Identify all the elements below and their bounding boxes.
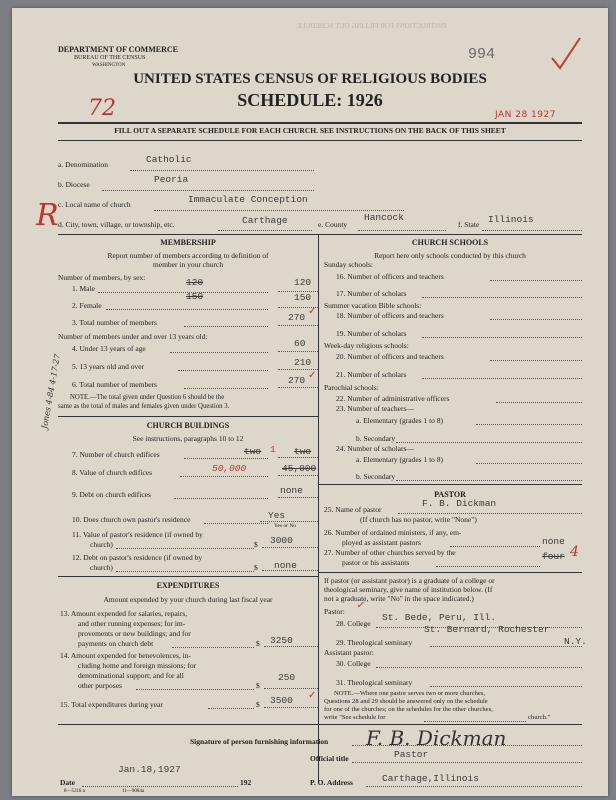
q27-value[interactable]: 4	[570, 544, 579, 560]
q31-label: 31. Theological seminary	[336, 678, 413, 687]
q14-label: other purposes	[78, 681, 122, 690]
membership-sub: Report number of members according to definition of	[107, 251, 269, 260]
form-number: 8—5318 a	[64, 789, 85, 794]
female-old-value: 150	[186, 291, 204, 302]
diocese-label: b. Diocese	[58, 180, 90, 189]
q27-label-2: pastor or his assistants	[342, 558, 410, 567]
instruction-line: FILL OUT A SEPARATE SCHEDULE FOR EACH CHURCH. SEE INSTRUCTIONS ON THE BACK OF THIS SHEET	[114, 126, 506, 135]
q30-label: 30. College	[336, 659, 371, 668]
q13-value[interactable]: 3250	[270, 635, 293, 646]
field-line	[424, 721, 526, 722]
q14-label: denominational support; and for all	[78, 671, 184, 680]
city-label: WASHINGTON	[92, 63, 126, 68]
residence-value[interactable]: 3000	[270, 535, 293, 546]
rule	[58, 724, 582, 725]
total-members-value[interactable]: 270	[288, 312, 306, 323]
city-field-label: d. City, town, village, or township, etc.	[58, 220, 175, 229]
male-label: 1. Male	[72, 284, 95, 293]
field-line	[184, 326, 268, 327]
field-line	[278, 497, 318, 498]
schools-title: CHURCH SCHOOLS	[411, 238, 489, 247]
q20-label: 20. Number of officers and teachers	[336, 352, 444, 361]
field-line	[396, 442, 582, 443]
field-line	[154, 210, 404, 211]
field-line	[430, 686, 582, 687]
rule	[318, 572, 582, 573]
q23a-label: a. Elementary (grades 1 to 8)	[356, 416, 444, 425]
pastor-residence-label: 10. Does church own pastor's residence	[72, 515, 191, 524]
field-line	[218, 230, 312, 231]
under13-label: 4. Under 13 years of age	[72, 344, 146, 353]
edifices-label: 7. Number of church edifices	[72, 450, 160, 459]
schedule-title: SCHEDULE: 1926	[237, 90, 383, 110]
year-label: 192	[240, 778, 252, 787]
rule	[58, 416, 318, 417]
field-line	[174, 498, 268, 499]
pastor-title: PASTOR	[434, 490, 466, 499]
grad-note: not a graduate, write "No" in the space indicated.)	[324, 594, 474, 603]
dept-label: DEPARTMENT OF COMMERCE	[58, 45, 179, 54]
field-line	[366, 786, 582, 787]
age-label: Number of members under and over 13 years old:	[58, 332, 208, 341]
field-line	[172, 647, 254, 648]
field-line	[264, 688, 318, 689]
official-title-label: Official title	[310, 754, 349, 763]
church-name-label: c. Local name of church	[58, 200, 131, 209]
denomination-label: a. Denomination	[58, 160, 108, 169]
pastor-note: for one of the churches; on the schedules for the other churches,	[324, 706, 493, 713]
rule	[58, 122, 582, 124]
q19-label: 19. Number of scholars	[336, 329, 407, 338]
field-line	[136, 689, 254, 690]
q23b-label: b. Secondary	[356, 434, 396, 443]
q16-label: 16. Number of officers and teachers	[336, 272, 444, 281]
received-stamp: JAN 28 1927	[495, 110, 556, 120]
q23-label: 23. Number of teachers—	[336, 404, 414, 413]
residence-debt-label-2: church)	[90, 563, 113, 572]
pastor-note: Questions 28 and 29 should be answered only on the schedule	[324, 698, 488, 705]
expenditures-sub: Amount expended by your church during last fiscal year	[103, 595, 273, 604]
female-value[interactable]: 150	[294, 292, 312, 303]
q13-label: payments on church debt	[78, 639, 154, 648]
address-value[interactable]: Carthage,Illinois	[382, 773, 479, 784]
grad-note: theological seminary, give name of institution below. (If	[324, 585, 493, 594]
q26-label-2: ployed as assistant pastors	[342, 538, 421, 547]
field-line	[376, 667, 582, 668]
field-line	[264, 707, 318, 708]
pastor-note: NOTE.—Where one pastor serves two or more churches,	[334, 690, 486, 697]
college-value[interactable]: St. Bede, Peru, Ill.	[382, 612, 497, 623]
field-line	[180, 476, 268, 477]
q28-label: 28. College	[336, 619, 371, 628]
q13-label: and other running expenses; for im-	[78, 619, 186, 628]
q24a-label: a. Elementary (grades 1 to 8)	[356, 455, 444, 464]
debt-edifices-value[interactable]: none	[280, 485, 303, 496]
check-mark-icon: ✓	[356, 600, 365, 611]
seminary-value[interactable]: St. Bernard, Rochester	[424, 624, 550, 635]
check-mark-icon: ✓	[308, 370, 317, 381]
date-label: Date	[60, 778, 75, 787]
q14-label: 14. Amount expended for benevolences, in-	[60, 651, 192, 660]
margin-annotation: Jones 4-84 4-17-27	[40, 353, 63, 430]
form-number-2: 11—9084a	[122, 789, 145, 794]
grad-note: If pastor (or assistant pastor) is a graduate of a college or	[324, 576, 495, 585]
edifice-value[interactable]: 50,000	[212, 463, 247, 474]
field-line	[170, 352, 268, 353]
membership-sub: member in your church	[152, 260, 224, 269]
q26-label: 26. Number of ordained ministers, if any, em-	[324, 528, 462, 537]
county-label: e. County	[318, 220, 348, 229]
state-label: f. State	[458, 220, 480, 229]
field-line	[260, 521, 318, 522]
q15-label: 15. Total expenditures during year	[60, 700, 163, 709]
male-old-value: 120	[186, 277, 204, 288]
field-line	[430, 646, 582, 647]
membership-title: MEMBERSHIP	[160, 238, 216, 247]
schedule-number: 994	[468, 46, 496, 63]
pastor-note: church."	[528, 714, 551, 721]
dollar-sign: $	[254, 563, 258, 572]
buildings-sub: See instructions, paragraphs 10 to 12	[132, 434, 244, 443]
summer-label: Summer vacation Bible schools:	[324, 301, 422, 310]
q27-label: 27. Number of other churches served by the	[324, 548, 456, 557]
by-sex-label: Number of members, by sex:	[58, 273, 146, 282]
residence-value-label-2: church)	[90, 540, 113, 549]
total-members-label: 3. Total number of members	[72, 318, 157, 327]
q26-value[interactable]: none	[542, 536, 565, 547]
field-line	[396, 480, 582, 481]
field-line	[422, 337, 582, 338]
rule	[318, 484, 582, 485]
field-line	[490, 360, 582, 361]
date-value[interactable]: Jan.18,1927	[118, 764, 181, 775]
field-line	[278, 351, 318, 352]
check-mark-icon	[548, 34, 584, 74]
q17-label: 17. Number of scholars	[336, 289, 407, 298]
parochial-label: Parochial schools:	[324, 383, 379, 392]
field-line	[102, 190, 314, 191]
schools-sub: Report here only schools conducted by this church	[374, 251, 526, 260]
field-line	[278, 325, 318, 326]
q27-old-value: four	[542, 551, 565, 562]
pastor-residence-value[interactable]: Yes	[268, 510, 286, 521]
membership-note: same as the total of males and females given under Question 3.	[58, 403, 230, 410]
city-value[interactable]: Carthage	[242, 215, 288, 226]
bleed-through-text: INSTRUCTIONS FOR FILLING OUT SCHEDULE	[297, 22, 447, 30]
seminary-value-2[interactable]: N.Y.	[564, 636, 587, 647]
state-value[interactable]: Illinois	[488, 214, 534, 225]
field-line	[208, 708, 254, 709]
q25-label: 25. Name of pastor	[324, 505, 382, 514]
debt-edifices-label: 9. Debt on church edifices	[72, 490, 151, 499]
field-line	[476, 424, 582, 425]
field-line	[204, 523, 268, 524]
edifice-old-value: 45,000	[282, 463, 317, 474]
edifices-alt-value: two	[294, 446, 312, 457]
residence-debt-label: 12. Debt on pastor's residence (if owned by	[72, 553, 203, 562]
dollar-sign: $	[256, 681, 260, 690]
edifice-value-label: 8. Value of church edifices	[72, 468, 153, 477]
dollar-sign: $	[254, 540, 258, 549]
edifices-value[interactable]: 1	[270, 444, 276, 455]
q14-label: cluding home and foreign missions; for	[78, 661, 197, 670]
field-line	[422, 378, 582, 379]
field-line	[184, 388, 268, 389]
yes-no-hint: Yes or No	[274, 523, 297, 529]
field-line	[490, 280, 582, 281]
rule	[58, 140, 582, 141]
buildings-title: CHURCH BUILDINGS	[146, 421, 230, 430]
pastor-note: write "See schedule for	[324, 714, 386, 721]
field-line	[398, 513, 582, 514]
expenditures-title: EXPENDITURES	[156, 581, 220, 590]
signature-value[interactable]: F. B. Dickman	[366, 726, 507, 750]
check-mark-icon: ✓	[308, 690, 317, 701]
field-line	[450, 546, 540, 547]
signature-label: Signature of person furnishing information	[190, 737, 329, 746]
denomination-value[interactable]: Catholic	[146, 154, 192, 165]
field-line	[262, 547, 318, 548]
pastor-name-value[interactable]: F. B. Dickman	[422, 498, 497, 509]
field-line	[116, 571, 254, 572]
field-line	[98, 292, 268, 293]
field-line	[278, 475, 318, 476]
q29-label: 29. Theological seminary	[336, 638, 413, 647]
q21-label: 21. Number of scholars	[336, 370, 407, 379]
field-line	[178, 370, 268, 371]
q18-label: 18. Number of officers and teachers	[336, 311, 444, 320]
rule	[58, 576, 318, 577]
official-title-value[interactable]: Pastor	[394, 749, 429, 760]
female-label: 2. Female	[72, 301, 102, 310]
q24-label: 24. Number of scholars—	[336, 444, 414, 453]
field-line	[278, 387, 318, 388]
field-line	[490, 319, 582, 320]
field-line	[184, 458, 268, 459]
field-line	[106, 309, 268, 310]
field-line	[422, 297, 582, 298]
field-line	[476, 463, 582, 464]
total-members-2-value[interactable]: 270	[288, 375, 306, 386]
total-members-2-label: 6. Total number of members	[72, 380, 157, 389]
dollar-sign: $	[256, 700, 260, 709]
q25-hint: (If church has no pastor, write "None")	[360, 515, 477, 524]
field-line	[264, 646, 318, 647]
field-line	[116, 548, 254, 549]
field-line	[352, 762, 582, 763]
residence-value-label: 11. Value of pastor's residence (if owned by	[72, 530, 203, 539]
field-line	[496, 402, 582, 403]
edifices-old-value: two	[244, 446, 262, 457]
weekday-label: Week-day religious schools:	[324, 341, 409, 350]
q14-value[interactable]: 250	[278, 672, 296, 683]
handwritten-number: 72	[88, 96, 116, 121]
margin-r-mark: R	[36, 198, 59, 233]
sunday-label: Sunday schools:	[324, 260, 373, 269]
membership-note: NOTE.—The total given under Question 6 should be the	[70, 394, 225, 401]
bureau-label: BUREAU OF THE CENSUS	[74, 55, 146, 61]
over13-value[interactable]: 210	[294, 357, 312, 368]
field-line	[262, 570, 318, 571]
over13-label: 5. 13 years old and over	[72, 362, 145, 371]
male-value[interactable]: 120	[294, 277, 312, 288]
check-mark-icon: ✓	[308, 306, 317, 317]
field-line	[82, 786, 238, 787]
field-line	[130, 170, 314, 171]
residence-debt-value[interactable]: none	[274, 560, 297, 571]
dollar-sign: $	[256, 639, 260, 648]
field-line	[278, 457, 318, 458]
address-label: P. O. Address	[310, 778, 353, 787]
pastor-sub-label: Pastor:	[324, 607, 345, 616]
county-value[interactable]: Hancock	[364, 212, 404, 223]
under13-value[interactable]: 60	[294, 338, 306, 349]
diocese-value[interactable]: Peoria	[154, 174, 189, 185]
form-title: UNITED STATES CENSUS OF RELIGIOUS BODIES	[133, 71, 487, 87]
asst-label: Assistant pastor:	[324, 648, 374, 657]
field-line	[358, 230, 446, 231]
rule	[58, 234, 582, 235]
q13-label: provements or new buildings; and for	[78, 629, 191, 638]
q15-value[interactable]: 3500	[270, 695, 293, 706]
q22-label: 22. Number of administrative officers	[336, 394, 450, 403]
q13-label: 13. Amount expended for salaries, repairs,	[60, 609, 188, 618]
field-line	[482, 230, 582, 231]
church-name-value[interactable]: Immaculate Conception	[188, 194, 308, 205]
field-line	[436, 566, 540, 567]
census-form	[12, 8, 608, 796]
q24b-label: b. Secondary	[356, 472, 396, 481]
